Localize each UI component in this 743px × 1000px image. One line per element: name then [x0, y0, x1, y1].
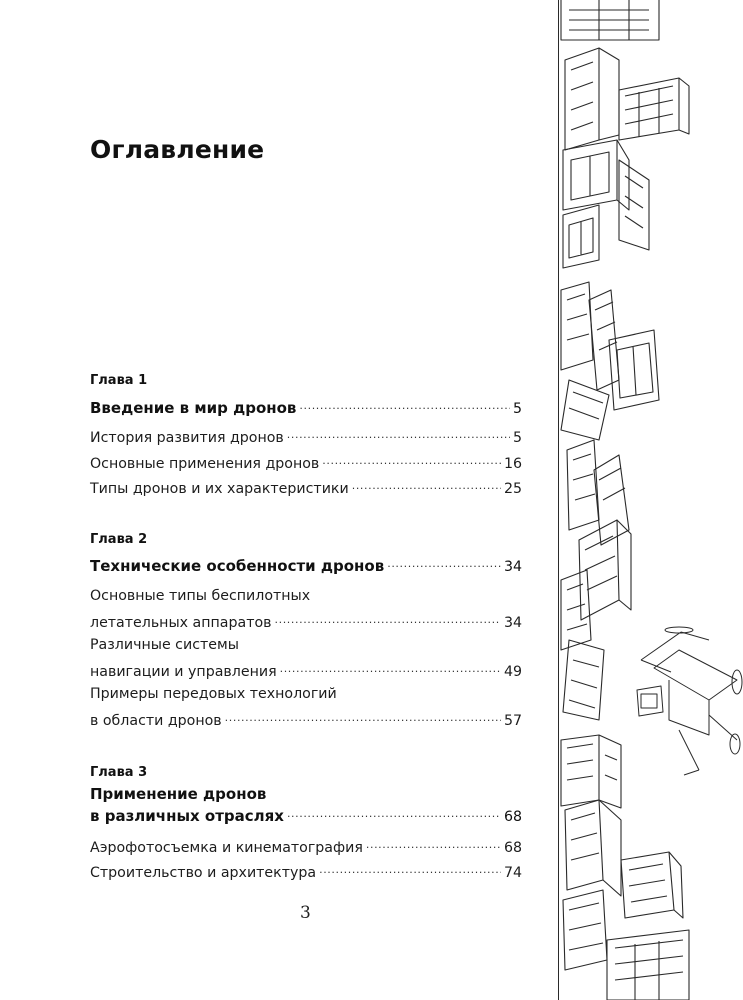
dot-leader — [280, 662, 501, 676]
toc-entry[interactable] — [90, 838, 522, 856]
entry-page: 68 — [503, 809, 522, 825]
entry-page: 34 — [503, 615, 522, 632]
entry-text-line1: Различные системы — [90, 637, 239, 653]
chapter-label: Глава 3 — [90, 765, 148, 780]
entry-page: 49 — [503, 664, 522, 681]
building-icon — [563, 890, 607, 970]
building-icon — [589, 290, 619, 390]
entry-page: 68 — [503, 840, 522, 857]
entry-text: Строительство и архитектура — [90, 865, 317, 882]
toc-entry[interactable] — [90, 479, 522, 497]
building-icon — [561, 570, 591, 650]
toc-entry[interactable] — [90, 662, 522, 680]
entry-page: 16 — [503, 456, 522, 473]
dot-leader — [387, 556, 501, 571]
toc-entry-chapter-title[interactable] — [90, 806, 522, 825]
toc-entry-chapter-title[interactable] — [90, 556, 522, 575]
building-icon — [563, 640, 604, 720]
entry-text: Технические особенности дронов — [90, 557, 385, 575]
building-icon — [594, 455, 629, 545]
entry-page: 57 — [503, 713, 522, 730]
building-icon — [607, 930, 689, 1000]
entry-page: 74 — [503, 865, 522, 882]
toc-entry[interactable] — [90, 863, 522, 881]
page-title: Оглавление — [90, 135, 265, 164]
page-number: 3 — [300, 903, 311, 923]
entry-text: Аэрофотосъемка и кинематография — [90, 840, 363, 857]
entry-text: в различных отраслях — [90, 807, 284, 825]
toc-entry[interactable] — [90, 454, 522, 472]
city-skyline-with-drone-illustration — [559, 0, 743, 1000]
entry-text: Типы дронов и их характеристики — [90, 481, 349, 498]
dot-leader — [275, 613, 501, 627]
entry-text: навигации и управления — [90, 664, 277, 681]
building-icon — [565, 48, 619, 150]
entry-text: История развития дронов — [90, 430, 284, 447]
building-icon — [561, 282, 593, 370]
building-icon — [561, 735, 599, 806]
toc-entry-chapter-title[interactable] — [90, 398, 522, 417]
dot-leader — [366, 838, 501, 852]
dot-leader — [225, 711, 501, 725]
toc-entry[interactable] — [90, 711, 522, 729]
entry-page: 5 — [512, 430, 522, 447]
chapter-label: Глава 1 — [90, 373, 148, 388]
building-icon — [563, 205, 599, 268]
building-icon — [565, 800, 621, 896]
building-icon — [561, 380, 609, 440]
building-icon — [561, 0, 659, 40]
dot-leader — [319, 863, 501, 877]
building-icon — [599, 735, 621, 808]
dot-leader — [287, 806, 501, 821]
entry-page: 5 — [512, 401, 522, 417]
building-icon — [567, 440, 599, 530]
entry-page: 25 — [503, 481, 522, 498]
entry-text: летательных аппаратов — [90, 615, 272, 632]
entry-text: Основные применения дронов — [90, 456, 320, 473]
entry-text: Введение в мир дронов — [90, 399, 297, 417]
entry-text-line1: Примеры передовых технологий — [90, 686, 337, 702]
entry-text-line1: Применение дронов — [90, 785, 267, 803]
entry-text: в области дронов — [90, 713, 222, 730]
building-icon — [619, 78, 689, 140]
entry-page: 34 — [503, 559, 522, 575]
chapter-label: Глава 2 — [90, 532, 148, 547]
drone-icon — [637, 627, 742, 775]
dot-leader — [352, 479, 501, 493]
dot-leader — [299, 398, 510, 413]
building-icon — [621, 852, 683, 918]
entry-text-line1: Основные типы беспилотных — [90, 588, 311, 604]
dot-leader — [287, 428, 510, 442]
toc-entry[interactable] — [90, 428, 522, 446]
toc-entry[interactable] — [90, 613, 522, 631]
dot-leader — [322, 454, 501, 468]
